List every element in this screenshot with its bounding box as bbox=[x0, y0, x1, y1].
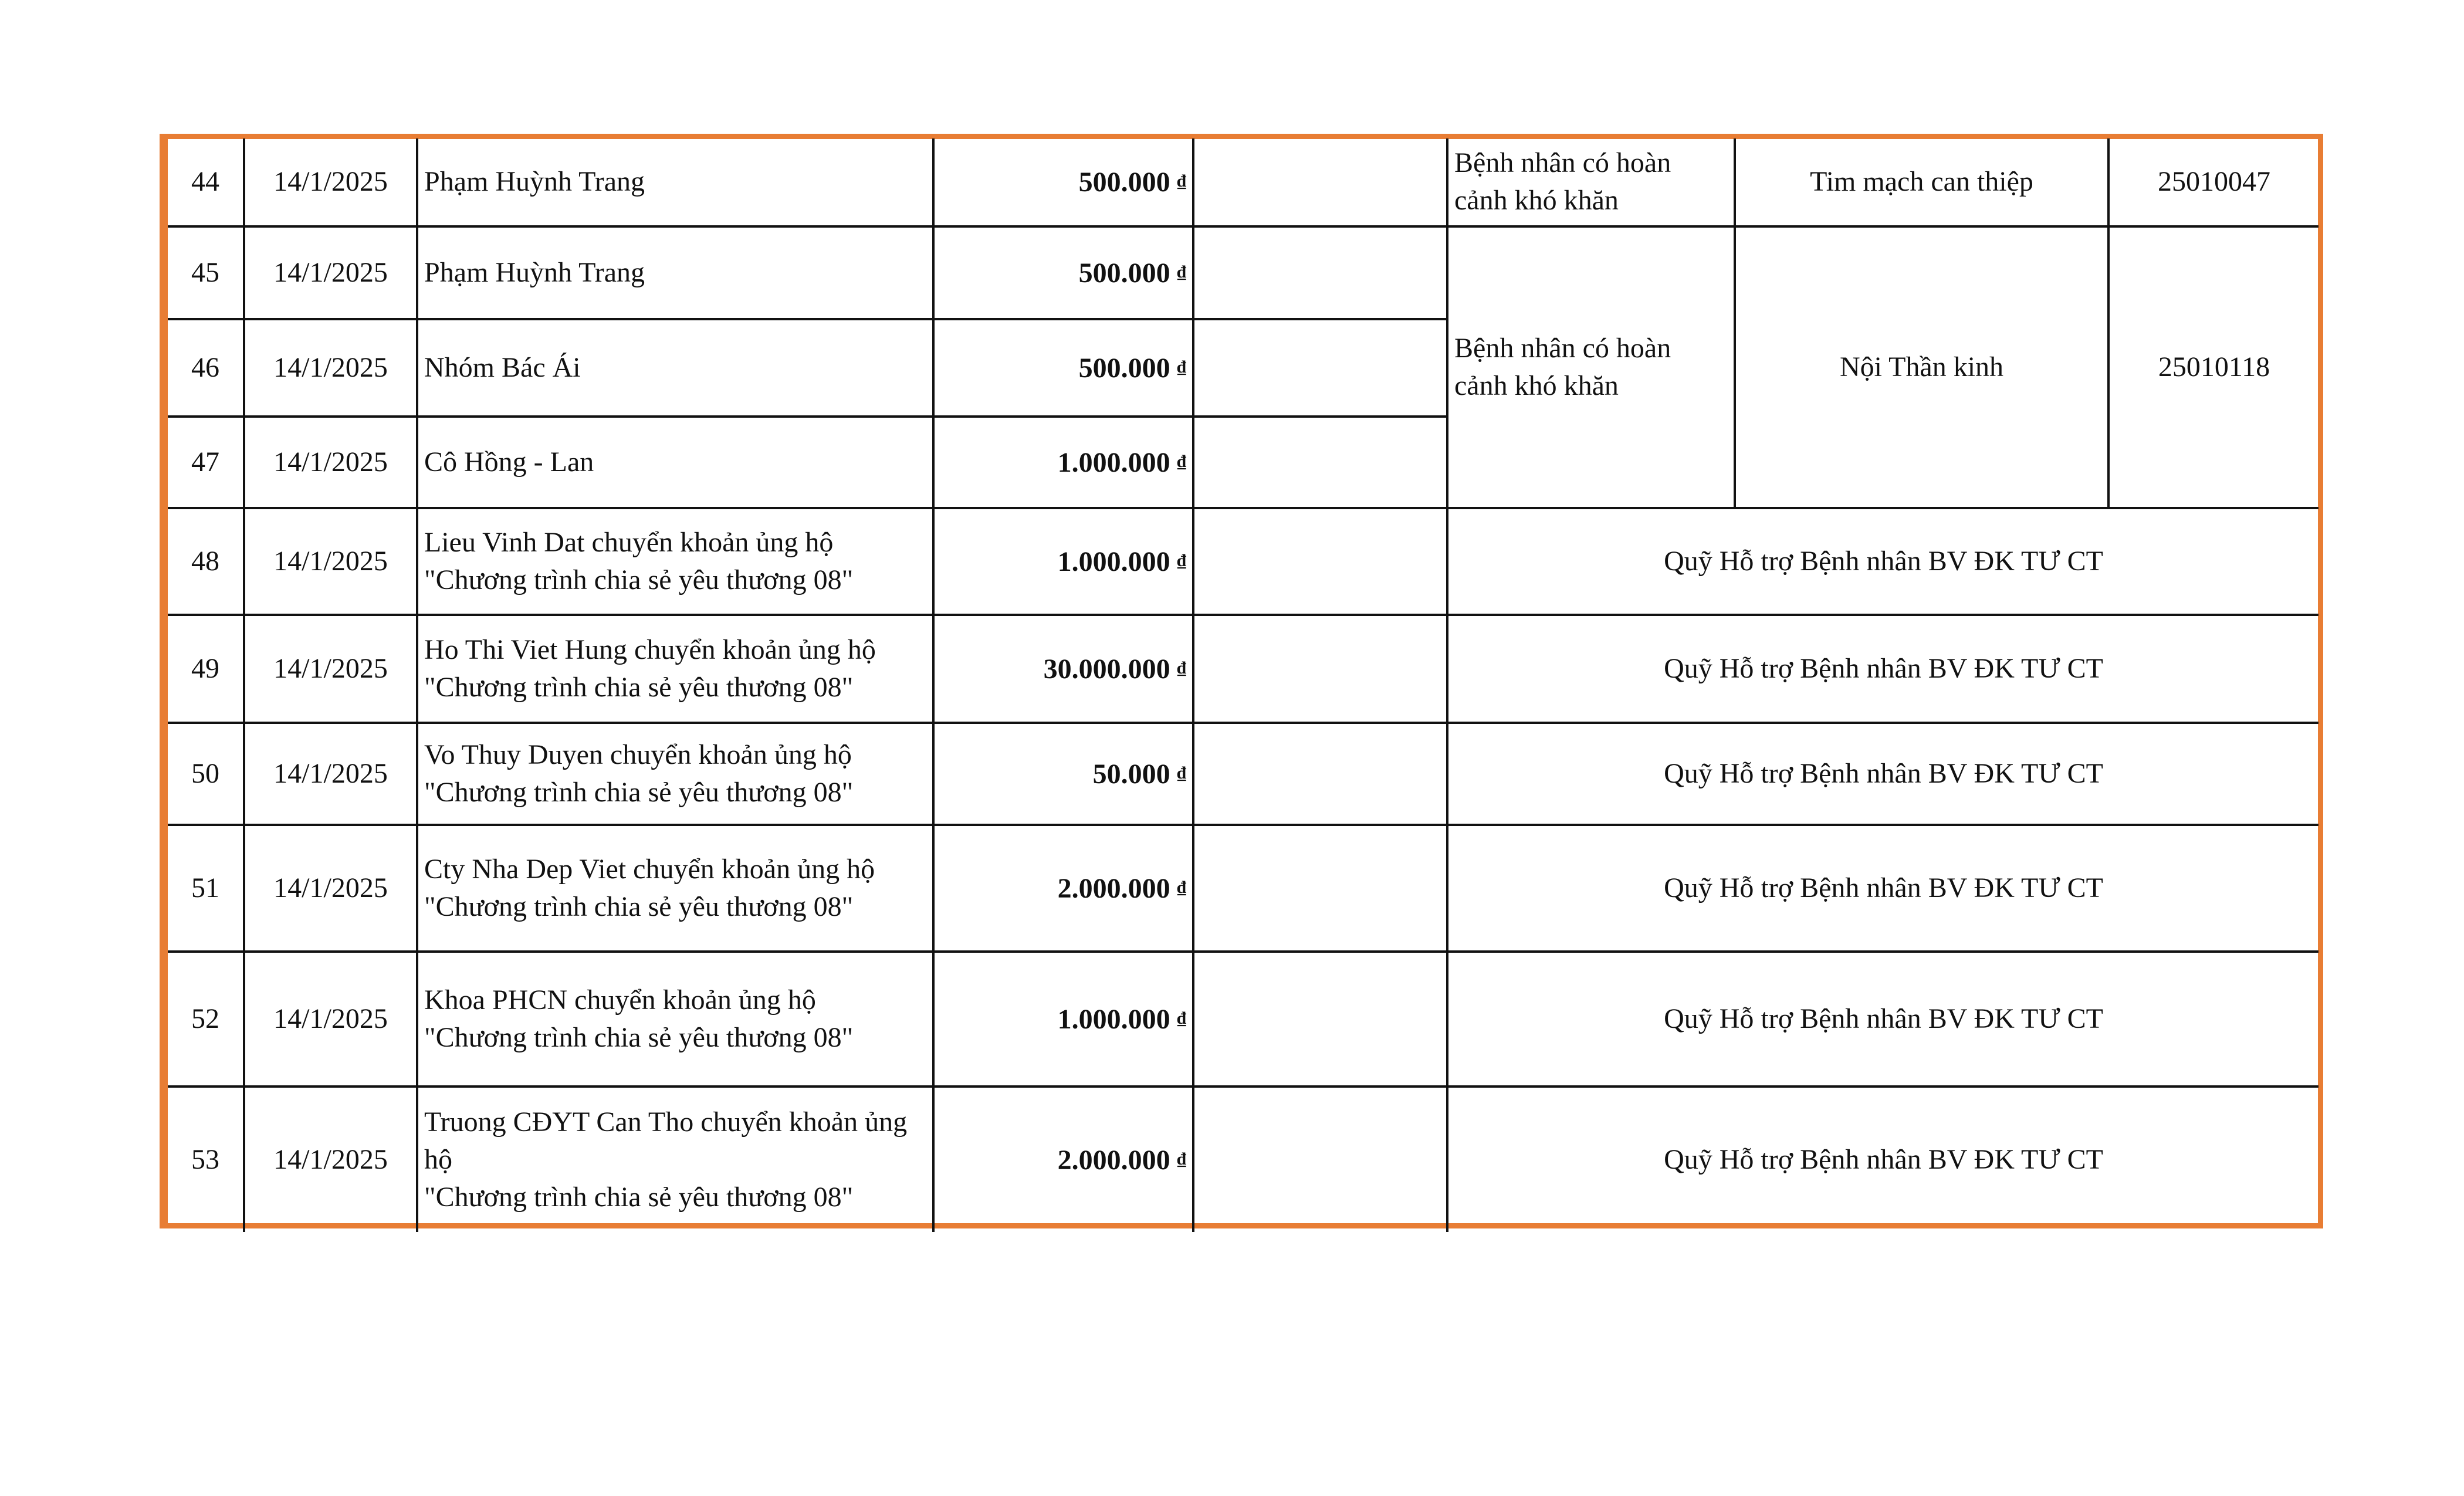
row-number: 44 bbox=[168, 138, 244, 226]
fund-cell: Quỹ Hỗ trợ Bệnh nhân BV ĐK TƯ CT bbox=[1447, 825, 2319, 952]
department-cell: Tim mạch can thiệp bbox=[1735, 138, 2108, 226]
note-cell bbox=[1193, 952, 1447, 1087]
amount-value: 30.000.000 bbox=[1043, 654, 1170, 685]
row-number: 52 bbox=[168, 952, 244, 1087]
row-date: 14/1/2025 bbox=[244, 615, 417, 723]
note-cell bbox=[1193, 417, 1447, 508]
table-row bbox=[168, 1087, 2319, 1232]
amount-cell bbox=[933, 615, 1193, 723]
currency-symbol: ₫ bbox=[1177, 1008, 1186, 1028]
fund-cell: Quỹ Hỗ trợ Bệnh nhân BV ĐK TƯ CT bbox=[1447, 1087, 2319, 1232]
row-date: 14/1/2025 bbox=[244, 226, 417, 319]
note-cell bbox=[1193, 226, 1447, 319]
note-cell bbox=[1193, 319, 1447, 417]
amount-value: 1.000.000 bbox=[1057, 447, 1170, 478]
fund-cell: Quỹ Hỗ trợ Bệnh nhân BV ĐK TƯ CT bbox=[1447, 508, 2319, 615]
donation-table bbox=[168, 138, 2319, 1232]
note-cell bbox=[1193, 723, 1447, 825]
patient-code-cell: 25010047 bbox=[2108, 138, 2319, 226]
amount-cell bbox=[933, 417, 1193, 508]
amount-value: 500.000 bbox=[1078, 167, 1170, 198]
table-row bbox=[168, 615, 2319, 723]
amount-cell bbox=[933, 319, 1193, 417]
donor-name: Ho Thi Viet Hung chuyển khoản ủng hộ "Chương trình chia sẻ yêu thương 08" bbox=[417, 615, 933, 723]
row-number: 46 bbox=[168, 319, 244, 417]
note-cell bbox=[1193, 508, 1447, 615]
department-cell-merged: Nội Thần kinh bbox=[1735, 226, 2108, 508]
row-number: 47 bbox=[168, 417, 244, 508]
purpose-cell-merged: Bệnh nhân có hoàn cảnh khó khăn bbox=[1447, 226, 1735, 508]
currency-symbol: ₫ bbox=[1177, 1149, 1186, 1169]
table-row bbox=[168, 138, 2319, 226]
donor-name: Cty Nha Dep Viet chuyển khoản ủng hộ "Chương trình chia sẻ yêu thương 08" bbox=[417, 825, 933, 952]
table-row bbox=[168, 825, 2319, 952]
fund-cell: Quỹ Hỗ trợ Bệnh nhân BV ĐK TƯ CT bbox=[1447, 615, 2319, 723]
amount-value: 1.000.000 bbox=[1057, 546, 1170, 577]
amount-value: 2.000.000 bbox=[1057, 1145, 1170, 1176]
note-cell bbox=[1193, 825, 1447, 952]
amount-value: 500.000 bbox=[1078, 353, 1170, 384]
row-date: 14/1/2025 bbox=[244, 417, 417, 508]
amount-value: 500.000 bbox=[1078, 258, 1170, 289]
purpose-cell: Bệnh nhân có hoàn cảnh khó khăn bbox=[1447, 138, 1735, 226]
currency-symbol: ₫ bbox=[1177, 878, 1186, 897]
row-number: 53 bbox=[168, 1087, 244, 1232]
currency-symbol: ₫ bbox=[1177, 658, 1186, 678]
currency-symbol: ₫ bbox=[1177, 357, 1186, 377]
currency-symbol: ₫ bbox=[1177, 171, 1186, 191]
patient-code-cell-merged: 25010118 bbox=[2108, 226, 2319, 508]
amount-cell bbox=[933, 952, 1193, 1087]
donor-name: Truong CĐYT Can Tho chuyển khoản ủng hộ "Chương trình chia sẻ yêu thương 08" bbox=[417, 1087, 933, 1232]
donor-name: Phạm Huỳnh Trang bbox=[417, 138, 933, 226]
donor-name: Phạm Huỳnh Trang bbox=[417, 226, 933, 319]
row-date: 14/1/2025 bbox=[244, 723, 417, 825]
amount-value: 1.000.000 bbox=[1057, 1004, 1170, 1035]
row-number: 49 bbox=[168, 615, 244, 723]
currency-symbol: ₫ bbox=[1177, 551, 1186, 570]
amount-cell bbox=[933, 825, 1193, 952]
fund-cell: Quỹ Hỗ trợ Bệnh nhân BV ĐK TƯ CT bbox=[1447, 723, 2319, 825]
amount-cell bbox=[933, 1087, 1193, 1232]
donor-name: Cô Hồng - Lan bbox=[417, 417, 933, 508]
row-number: 51 bbox=[168, 825, 244, 952]
table-row bbox=[168, 952, 2319, 1087]
row-date: 14/1/2025 bbox=[244, 952, 417, 1087]
donor-name: Lieu Vinh Dat chuyển khoản ủng hộ "Chương trình chia sẻ yêu thương 08" bbox=[417, 508, 933, 615]
amount-value: 50.000 bbox=[1092, 759, 1170, 790]
row-date: 14/1/2025 bbox=[244, 319, 417, 417]
table-row bbox=[168, 508, 2319, 615]
fund-cell: Quỹ Hỗ trợ Bệnh nhân BV ĐK TƯ CT bbox=[1447, 952, 2319, 1087]
row-number: 48 bbox=[168, 508, 244, 615]
row-number: 50 bbox=[168, 723, 244, 825]
note-cell bbox=[1193, 615, 1447, 723]
row-date: 14/1/2025 bbox=[244, 138, 417, 226]
note-cell bbox=[1193, 138, 1447, 226]
donor-name: Khoa PHCN chuyển khoản ủng hộ "Chương trình chia sẻ yêu thương 08" bbox=[417, 952, 933, 1087]
currency-symbol: ₫ bbox=[1177, 262, 1186, 282]
amount-cell bbox=[933, 508, 1193, 615]
row-date: 14/1/2025 bbox=[244, 825, 417, 952]
row-number: 45 bbox=[168, 226, 244, 319]
donor-name: Nhóm Bác Ái bbox=[417, 319, 933, 417]
amount-cell bbox=[933, 226, 1193, 319]
amount-cell bbox=[933, 723, 1193, 825]
currency-symbol: ₫ bbox=[1177, 452, 1186, 471]
note-cell bbox=[1193, 1087, 1447, 1232]
amount-value: 2.000.000 bbox=[1057, 873, 1170, 904]
donor-name: Vo Thuy Duyen chuyển khoản ủng hộ "Chương trình chia sẻ yêu thương 08" bbox=[417, 723, 933, 825]
currency-symbol: ₫ bbox=[1177, 763, 1186, 783]
table-row bbox=[168, 226, 2319, 319]
row-date: 14/1/2025 bbox=[244, 508, 417, 615]
row-date: 14/1/2025 bbox=[244, 1087, 417, 1232]
amount-cell bbox=[933, 138, 1193, 226]
table-row bbox=[168, 723, 2319, 825]
